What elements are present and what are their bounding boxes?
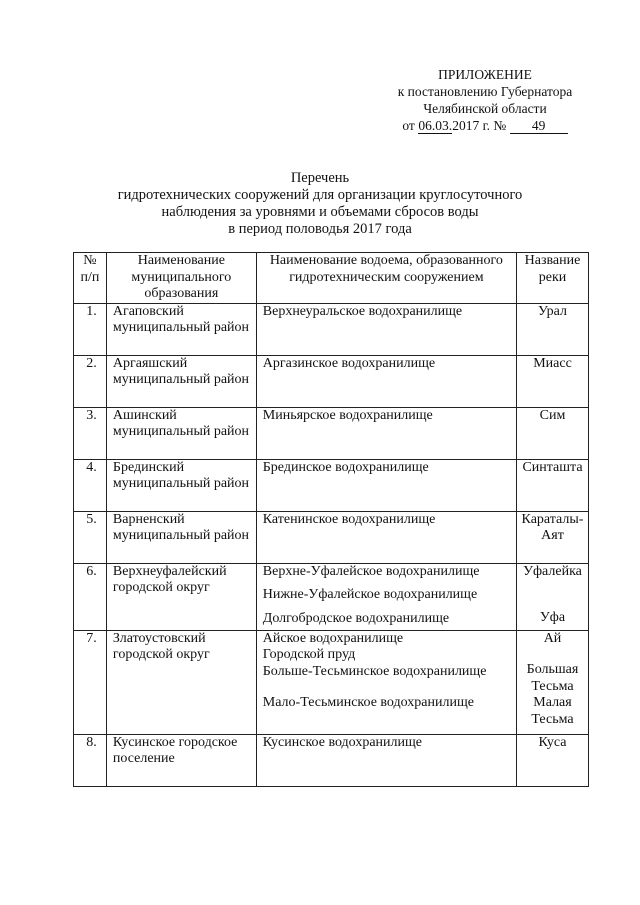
header-municipality: Наименование муниципального образования bbox=[106, 253, 256, 304]
row-number: 6. bbox=[74, 563, 107, 630]
table-row bbox=[74, 511, 589, 563]
reservoir-name: Долгобродское водохранилище bbox=[262, 610, 450, 626]
river-name: Ай bbox=[543, 630, 562, 646]
river-cell bbox=[517, 511, 589, 563]
reservoir-cell bbox=[256, 563, 516, 630]
row-number: 4. bbox=[74, 459, 107, 511]
reservoir-name: Аргазинское водохранилище bbox=[262, 355, 436, 371]
river-cell bbox=[517, 459, 589, 511]
header-num: № п/п bbox=[74, 253, 107, 304]
reservoir-cell bbox=[256, 511, 516, 563]
date-suffix: 2017 г. № bbox=[452, 118, 507, 133]
table-row bbox=[74, 303, 589, 355]
table-row bbox=[74, 630, 589, 734]
river-name: Уфа bbox=[539, 610, 566, 625]
reservoir-name: Миньярское водохранилище bbox=[262, 407, 433, 423]
row-number: 3. bbox=[74, 407, 107, 459]
municipality-cell: Агаповский муниципальный район bbox=[106, 303, 256, 355]
reservoir-name: Верхне-Уфалейское водохранилище bbox=[262, 563, 480, 579]
title-line-4: в период половодья 2017 года bbox=[228, 221, 412, 237]
reservoir-name: Кусинское водохранилище bbox=[262, 734, 422, 750]
river-name: Малая Тесьма bbox=[531, 695, 574, 727]
municipality-cell: Брединский муниципальный район bbox=[106, 459, 256, 511]
facilities-table bbox=[73, 252, 589, 787]
municipality-cell: Верхнеуфалейский городской округ bbox=[106, 563, 256, 630]
date-value: 06.03. bbox=[418, 118, 453, 133]
river-name: Куса bbox=[538, 734, 567, 750]
table-row bbox=[74, 355, 589, 407]
row-number: 5. bbox=[74, 511, 107, 563]
row-number: 8. bbox=[74, 734, 107, 786]
municipality-cell: Аргаяшский муниципальный район bbox=[106, 355, 256, 407]
reservoir-name: Айское водохранилище bbox=[262, 630, 404, 646]
reservoir-name: Мало-Тесьминское водохранилище bbox=[262, 695, 474, 710]
municipality-cell: Варненский муниципальный район bbox=[106, 511, 256, 563]
river-name: Миасс bbox=[533, 355, 572, 371]
header-river: Название реки bbox=[517, 253, 589, 304]
river-cell bbox=[517, 734, 589, 786]
appendix-line-2: Челябинской области bbox=[423, 101, 547, 116]
river-name: Караталы-Аят bbox=[521, 511, 584, 543]
reservoir-name: Катенинское водохранилище bbox=[262, 511, 436, 527]
reservoir-cell bbox=[256, 303, 516, 355]
row-number: 1. bbox=[74, 303, 107, 355]
table-row bbox=[74, 563, 589, 630]
header-reservoir: Наименование водоема, образованного гидротехническим сооружением bbox=[256, 253, 516, 304]
document-number: 49 bbox=[510, 119, 568, 134]
river-name: Большая Тесьма bbox=[526, 662, 579, 694]
table-row bbox=[74, 734, 589, 786]
table-row bbox=[74, 459, 589, 511]
municipality-cell: Златоустовский городской округ bbox=[106, 630, 256, 734]
reservoir-name: Верхнеуральское водохранилище bbox=[262, 303, 463, 319]
reservoir-cell bbox=[256, 734, 516, 786]
reservoir-cell bbox=[256, 630, 516, 734]
river-cell bbox=[517, 563, 589, 630]
table-header-row bbox=[74, 253, 589, 304]
reservoir-name: Городской пруд bbox=[262, 647, 356, 662]
river-name: Урал bbox=[537, 303, 567, 319]
title-line-1: Перечень bbox=[290, 170, 350, 186]
river-cell bbox=[517, 303, 589, 355]
river-name: Уфалейка bbox=[523, 563, 582, 579]
reservoir-cell bbox=[256, 459, 516, 511]
reservoir-cell bbox=[256, 407, 516, 459]
title-line-3: наблюдения за уровнями и объемами сбросов воды bbox=[161, 204, 479, 220]
river-cell bbox=[517, 355, 589, 407]
row-number: 7. bbox=[74, 630, 107, 734]
municipality-cell: Ашинский муниципальный район bbox=[106, 407, 256, 459]
table-row bbox=[74, 407, 589, 459]
appendix-line-1: к постановлению Губернатора bbox=[397, 84, 573, 99]
municipality-cell: Кусинское городское поселение bbox=[106, 734, 256, 786]
document-title bbox=[0, 170, 640, 238]
row-number: 2. bbox=[74, 355, 107, 407]
river-cell bbox=[517, 407, 589, 459]
date-line bbox=[370, 117, 600, 134]
reservoir-name: Нижне-Уфалейское водохранилище bbox=[262, 587, 478, 602]
reservoir-cell bbox=[256, 355, 516, 407]
river-name: Сим bbox=[539, 407, 566, 423]
reservoir-name: Больше-Тесьминское водохранилище bbox=[262, 663, 487, 679]
appendix-title: ПРИЛОЖЕНИЕ bbox=[438, 67, 532, 82]
river-cell bbox=[517, 630, 589, 734]
reservoir-name: Брединское водохранилище bbox=[262, 459, 429, 475]
title-line-2: гидротехнических сооружений для организации круглосуточного bbox=[117, 187, 523, 203]
appendix-block bbox=[370, 66, 600, 134]
river-name: Синташта bbox=[522, 459, 583, 475]
date-prefix: от bbox=[402, 118, 415, 133]
